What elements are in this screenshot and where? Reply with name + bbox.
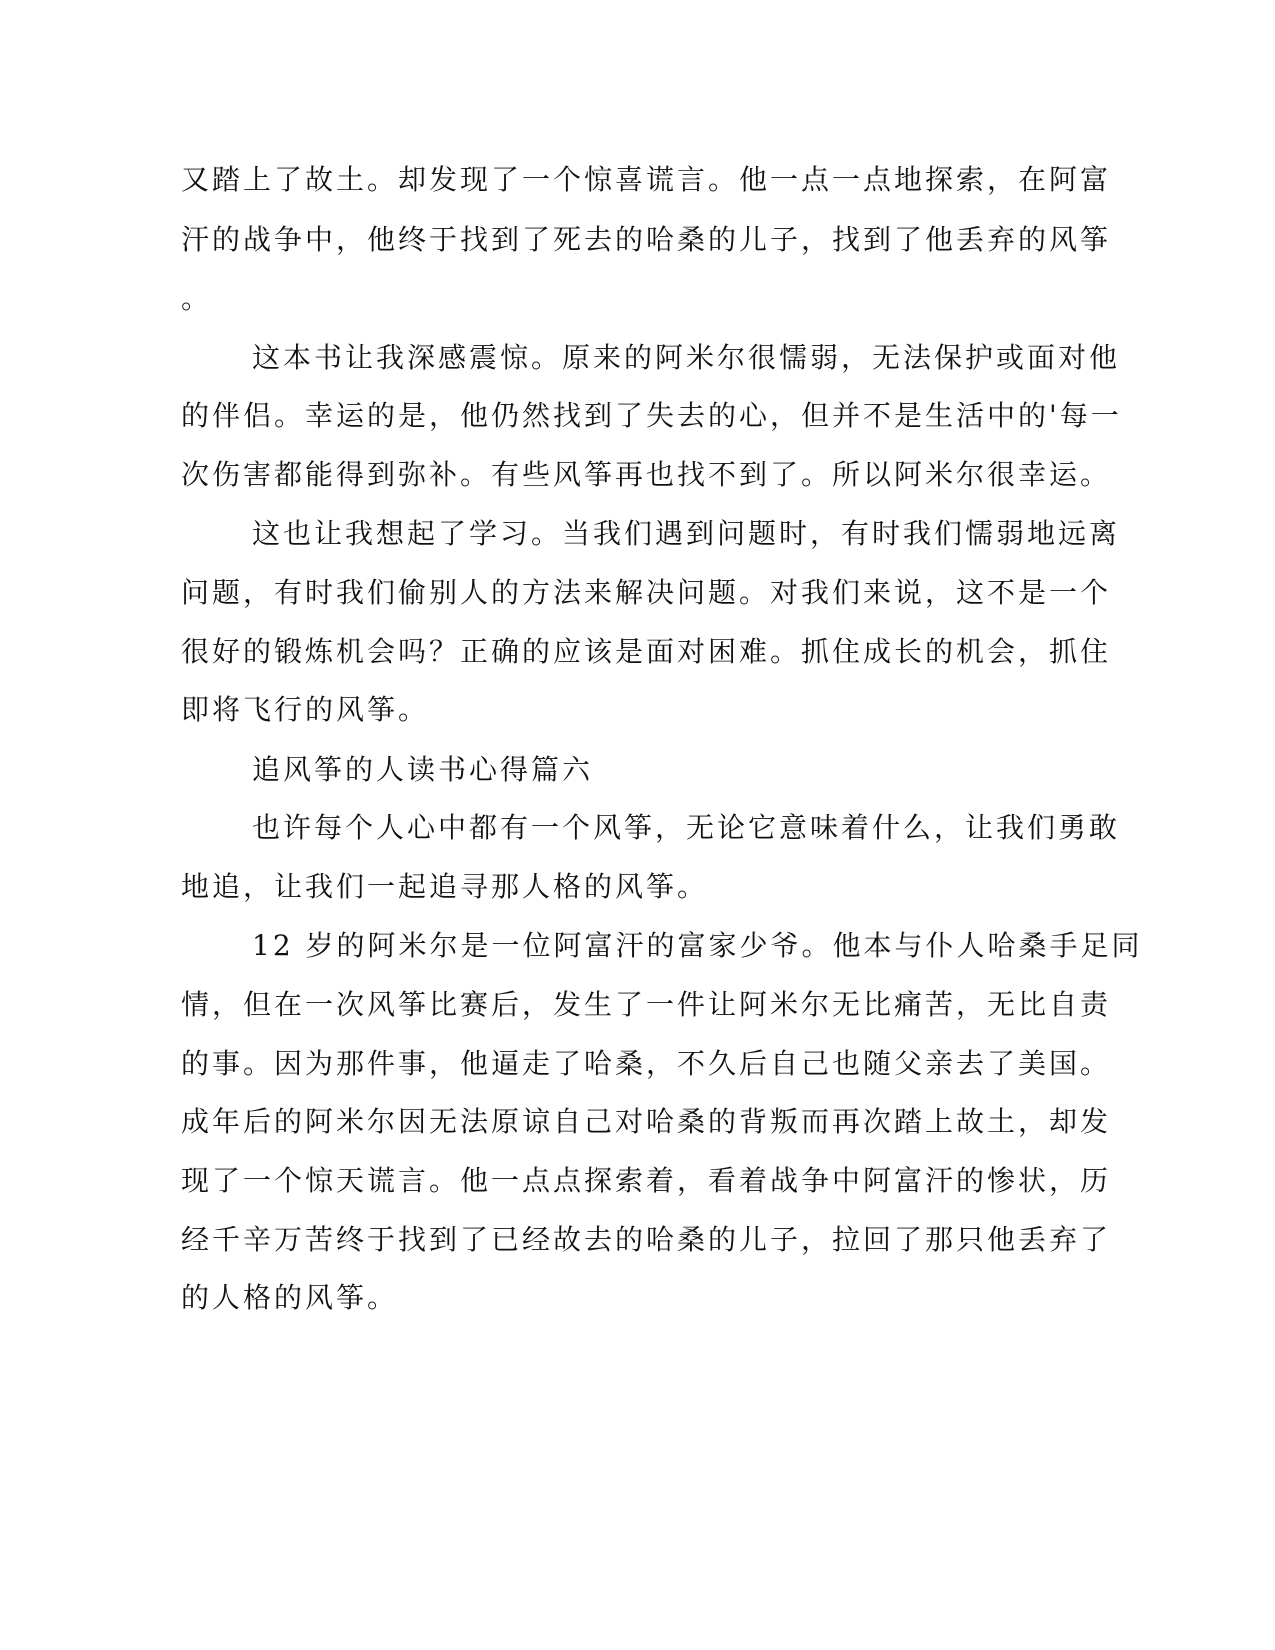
text-line-1: 又踏上了故土。却发现了一个惊喜谎言。他一点一点地探索，在阿富	[181, 163, 1112, 196]
text-line-19: 经千辛万苦终于找到了已经故去的哈桑的儿子，拉回了那只他丢弃了	[181, 1223, 1112, 1256]
text-line-3: 。	[181, 282, 213, 315]
text-line-10: 即将飞行的风筝。	[181, 693, 430, 726]
text-line-9: 很好的锻炼机会吗？正确的应该是面对困难。抓住成长的机会，抓住	[181, 635, 1112, 668]
text-line-12: 也许每个人心中都有一个风筝，无论它意味着什么，让我们勇敢	[252, 811, 1121, 844]
text-line-18: 现了一个惊天谎言。他一点点探索着，看着战争中阿富汗的惨状，历	[181, 1164, 1112, 1197]
text-line-6: 次伤害都能得到弥补。有些风筝再也找不到了。所以阿米尔很幸运。	[181, 458, 1112, 491]
text-line-17: 成年后的阿米尔因无法原谅自己对哈桑的背叛而再次踏上故土，却发	[181, 1105, 1112, 1138]
text-line-14: 12 岁的阿米尔是一位阿富汗的富家少爷。他本与仆人哈桑手足同	[252, 929, 1143, 962]
text-line-2: 汗的战争中，他终于找到了死去的哈桑的儿子，找到了他丢弃的风筝	[181, 223, 1112, 256]
text-line-7: 这也让我想起了学习。当我们遇到问题时，有时我们懦弱地远离	[252, 517, 1121, 550]
text-line-5: 的伴侣。幸运的是，他仍然找到了失去的心，但并不是生活中的'每一	[181, 399, 1122, 432]
text-line-13: 地追，让我们一起追寻那人格的风筝。	[181, 870, 709, 903]
text-line-15: 情，但在一次风筝比赛后，发生了一件让阿米尔无比痛苦，无比自责	[181, 988, 1112, 1021]
text-line-16: 的事。因为那件事，他逼走了哈桑，不久后自己也随父亲去了美国。	[181, 1047, 1112, 1080]
text-line-4: 这本书让我深感震惊。原来的阿米尔很懦弱，无法保护或面对他	[252, 341, 1121, 374]
section-heading: 追风筝的人读书心得篇六	[252, 753, 594, 786]
text-line-8: 问题，有时我们偷别人的方法来解决问题。对我们来说，这不是一个	[181, 576, 1112, 609]
text-line-20: 的人格的风筝。	[181, 1281, 399, 1314]
